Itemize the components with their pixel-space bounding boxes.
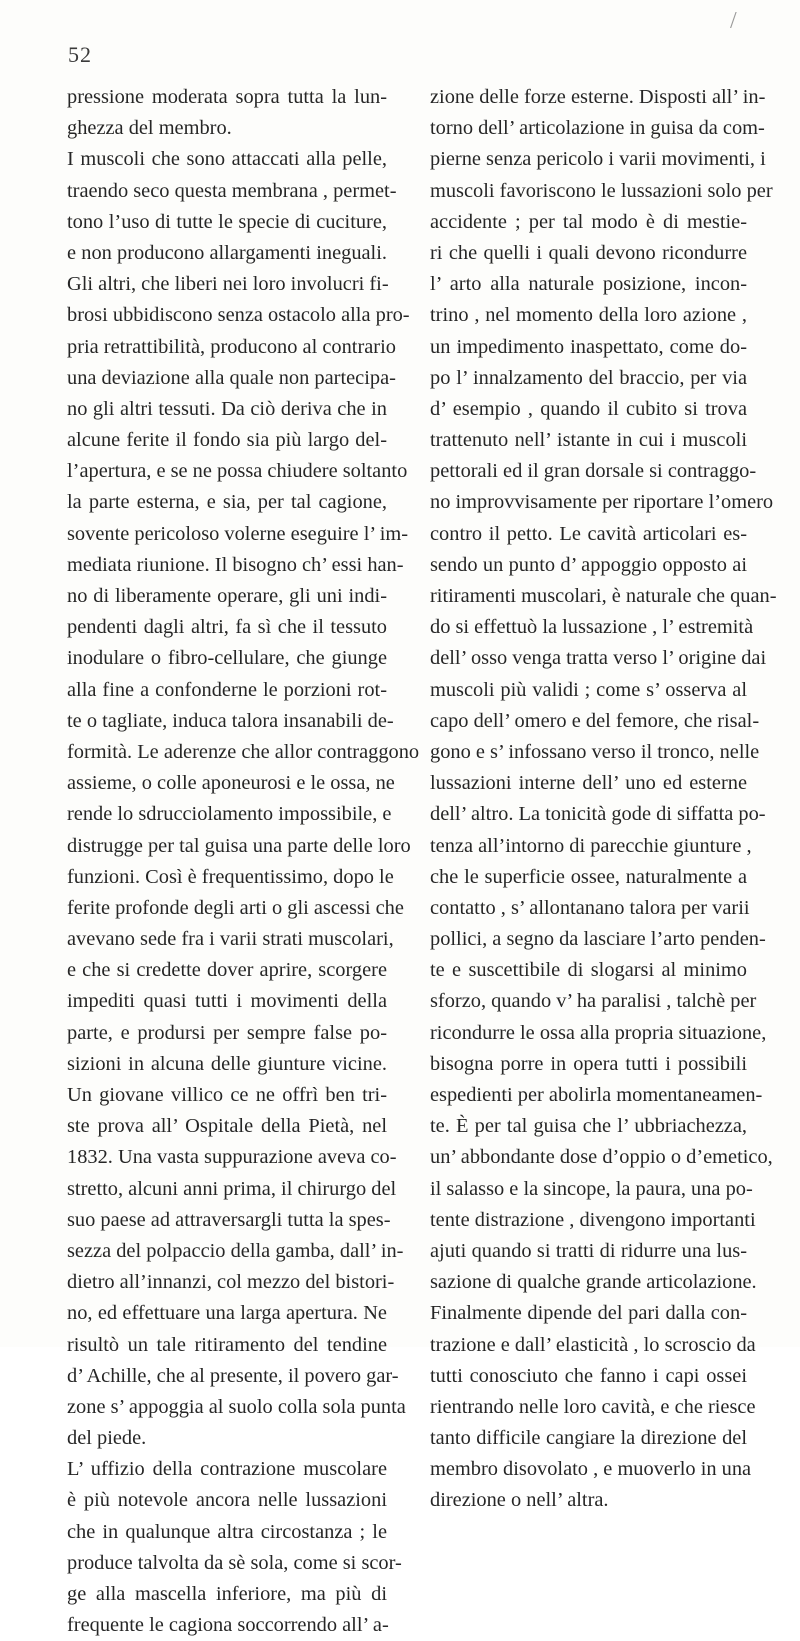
text-line: pierne senza pericolo i varii movimenti, i [430,148,766,171]
text-line: il salasso e la sincope, la paura, una po- [430,1177,753,1200]
text-line: frequente le cagiona soccorrendo all’ a- [67,1614,389,1637]
text-line: Finalmente dipende del pari dalla con- [430,1302,747,1325]
text-line: bisogna porre in opera tutti i possibili [430,1052,747,1075]
text-line: tanto difficile cangiare la direzione del [430,1427,747,1450]
text-line: tutti conosciuto che fanno i capi ossei [430,1364,747,1387]
text-line: no improvvisamente per riportare l’omero [430,491,774,514]
text-line: suo paese ad attraversargli tutta la spes- [67,1208,391,1231]
text-line: trazione e dall’ elasticità , lo scroscio da [430,1333,756,1356]
text-line: pressione moderata sopra tutta la lun- [67,86,387,108]
text-line: produce talvolta da sè sola, come si scor- [67,1551,402,1574]
text-line: muscoli più validi ; come s’ osserva al [430,678,747,701]
text-line: sforzo, quando v’ ha paralisi , talchè per [430,990,757,1013]
text-line: d’ Achille, che al presente, il povero gar- [67,1364,399,1387]
text-line: trino , nel momento della loro azione , [430,304,747,327]
text-line: assieme, o colle aponeurosi e le ossa, ne [67,772,395,795]
text-line: te o tagliate, induca talora insanabili de- [67,709,394,732]
text-line: sezza del polpaccio della gamba, dall’ in- [67,1239,404,1262]
text-line: la parte esterna, e sia, per tal cagione, [67,491,387,514]
text-line: zione delle forze esterne. Disposti all’ in- [430,86,766,108]
text-line: rende lo sdrucciolamento impossibile, e [67,803,392,826]
text-line: ferite profonde degli arti o gli ascessi che [67,896,404,919]
text-line: lussazioni interne dell’ uno ed esterne [430,772,747,795]
text-line: brosi ubbidiscono senza ostacolo alla pro- [67,304,410,327]
text-line: pollici, a segno da lasciare l’arto penden- [430,928,766,951]
text-line: dietro all’innanzi, col mezzo del bistori- [67,1271,395,1294]
text-line: ricondurre le ossa alla propria situazione, [430,1021,767,1044]
text-line: contatto , s’ allontanano talora per varii [430,896,750,919]
text-line: è più notevole ancora nelle lussazioni [67,1489,387,1512]
text-line: trattenuto nell’ istante in cui i muscoli [430,429,747,452]
text-line: l’apertura, e se ne possa chiudere soltanto [67,460,408,483]
corner-pencil-mark: / [730,8,737,34]
text-line: tente distrazione , divengono importanti [430,1208,756,1231]
text-line: 1832. Una vasta suppurazione aveva co- [67,1146,397,1169]
text-line: te e suscettibile di slogarsi al minimo [430,959,747,982]
text-line: mediata riunione. Il bisogno ch’ essi han- [67,553,404,576]
text-line: ghezza del membro. [67,117,232,140]
left-text-column [67,82,420,1641]
text-line: contro il petto. Le cavità articolari es- [430,522,747,545]
text-line: membro disovolato , e muoverlo in una [430,1458,752,1481]
text-line: inodulare o fibro-cellulare, che giunge [67,647,387,670]
text-line: no di liberamente operare, gli uni indi- [67,585,387,607]
text-line: impediti quasi tutti i movimenti della [67,990,387,1013]
text-line: Gli altri, che liberi nei loro involucri fi- [67,273,389,296]
text-line: avevano sede fra i varii strati muscolari, [67,928,394,951]
text-line: no gli altri tessuti. Da ciò deriva che in [67,397,387,420]
text-line: do si effettuò la lussazione , l’ estremità [430,616,754,639]
text-line: dell’ osso venga tratta verso l’ origine dai [430,647,767,670]
text-line: sizioni in alcuna delle giunture vicine. [67,1052,387,1075]
text-line: Un giovane villico ce ne offrì ben tri- [67,1084,387,1106]
text-line: sazione di qualche grande articolazione. [430,1271,757,1294]
text-line: funzioni. Così è frequentissimo, dopo le [67,865,394,888]
text-line: direzione o nell’ altra. [430,1489,609,1512]
text-line: tono l’uso di tutte le specie di cuciture, [67,210,387,233]
text-line: e che si credette dover aprire, scorgere [67,959,387,982]
text-line: torno dell’ articolazione in guisa da com- [430,117,765,140]
text-line: zone s’ appoggia al suolo colla sola punta [67,1395,406,1418]
right-text-column [430,82,777,1517]
text-line: formità. Le aderenze che allor contraggono [67,740,420,763]
text-line: stretto, alcuni anni prima, il chirurgo del [67,1177,397,1200]
text-line: muscoli favoriscono le lussazioni solo per [430,179,773,202]
text-line: una deviazione alla quale non partecipa- [67,366,396,389]
text-line: l’ arto alla naturale posizione, incon- [430,273,747,296]
text-line: traendo seco questa membrana , permet- [67,179,397,202]
text-line: te. È per tal guisa che l’ ubbriachezza, [430,1115,747,1138]
text-line: pettorali ed il gran dorsale si contraggo- [430,460,757,483]
text-line: che in qualunque altra circostanza ; le [67,1520,387,1543]
text-line: alla fine a confonderne le porzioni rot- [67,678,387,701]
text-line: del piede. [67,1427,147,1450]
text-line: parte, e prodursi per sempre false po- [67,1021,387,1044]
text-line: ste prova all’ Ospitale della Pietà, nel [67,1115,387,1138]
text-line: ritiramenti muscolari, è naturale che quan- [430,585,777,607]
text-line: capo dell’ omero e del femore, che risal- [430,709,760,732]
text-line: rientrando nelle loro cavità, e che riesce [430,1395,756,1418]
text-line: un’ abbondante dose d’oppio o d’emetico, [430,1146,773,1169]
text-line: sovente pericoloso volerne eseguire l’ im- [67,522,409,545]
text-line: sendo un punto d’ appoggio opposto ai [430,553,747,576]
text-line: alcune ferite il fondo sia più largo del- [67,429,387,452]
text-line: I muscoli che sono attaccati alla pelle, [67,148,387,171]
text-line: pendenti dagli altri, fa sì che il tessuto [67,616,387,639]
text-line: ri che quelli i quali devono ricondurre [430,241,747,264]
text-line: e non producono allargamenti ineguali. [67,241,387,264]
text-line: L’ uffizio della contrazione muscolare [67,1458,387,1481]
text-line: dell’ altro. La tonicità gode di siffatta po- [430,803,766,826]
text-line: che le superficie ossee, naturalmente a [430,865,747,888]
text-line: espedienti per abolirla momentaneamen- [430,1084,763,1106]
text-line: ge alla mascella inferiore, ma più di [67,1583,387,1605]
text-line: po l’ innalzamento del braccio, per via [430,366,747,389]
text-line: pria retrattibilità, producono al contrario [67,335,396,358]
text-line: risultò un tale ritiramento del tendine [67,1333,387,1356]
text-line: un impedimento inaspettato, come do- [430,335,747,358]
text-line: no, ed effettuare una larga apertura. Ne [67,1302,387,1325]
text-line: distrugge per tal guisa una parte delle loro [67,834,411,857]
text-line: d’ esempio , quando il cubito si trova [430,397,747,420]
page-number: 52 [68,42,92,67]
text-line: gono e s’ infossano verso il tronco, nelle [430,740,760,763]
text-line: tenza all’intorno di parecchie giunture , [430,834,752,857]
text-line: ajuti quando si tratti di ridurre una lus- [430,1239,747,1262]
text-line: accidente ; per tal modo è di mestie- [430,210,747,233]
